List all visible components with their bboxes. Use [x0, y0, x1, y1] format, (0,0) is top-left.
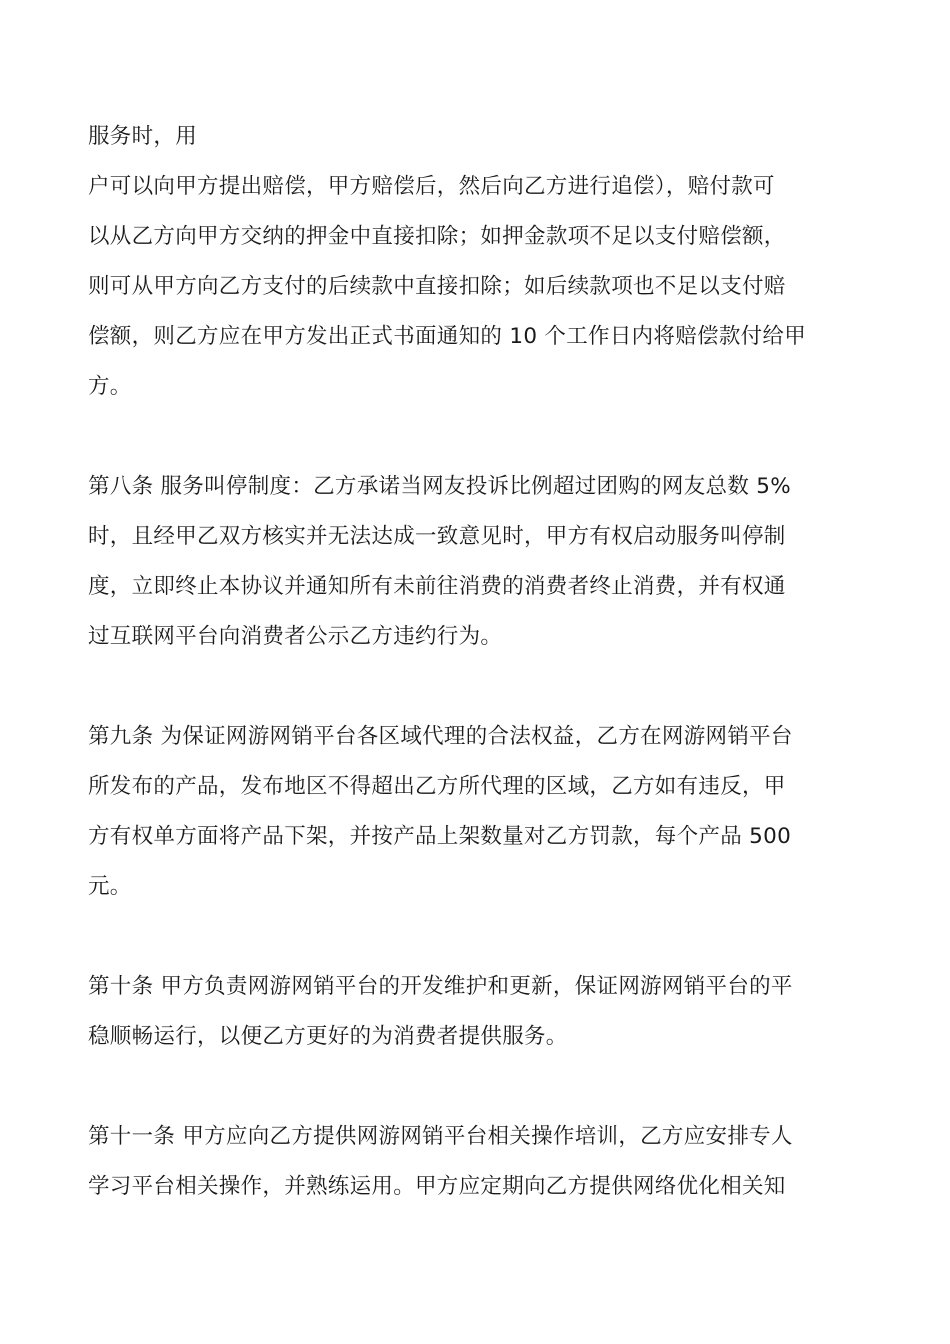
text-line: 户可以向甲方提出赔偿，甲方赔偿后，然后向乙方进行追偿），赔付款可 [88, 174, 775, 199]
article-8 [88, 462, 863, 662]
article-9 [88, 712, 863, 912]
paragraph-gap [88, 662, 863, 712]
text-line: 以从乙方向甲方交纳的押金中直接扣除；如押金款项不足以支付赔偿额， [88, 224, 786, 249]
text-line: 则可从甲方向乙方支付的后续款中直接扣除；如后续款项也不足以支付赔 [88, 274, 786, 299]
text-line: 方。 [88, 374, 132, 399]
text-line: 学习平台相关操作，并熟练运用。甲方应定期向乙方提供网络优化相关知 [88, 1174, 786, 1199]
text-line: 度，立即终止本协议并通知所有未前往消费的消费者终止消费，并有权通 [88, 574, 786, 599]
paragraph-gap [88, 412, 863, 462]
text-line: 第十一条 甲方应向乙方提供网游网销平台相关操作培训，乙方应安排专人 [88, 1124, 793, 1149]
text-line: 方有权单方面将产品下架，并按产品上架数量对乙方罚款，每个产品 500 [88, 824, 792, 849]
paragraph-gap [88, 912, 863, 962]
article-7-tail [88, 162, 863, 412]
text-line: 第九条 为保证网游网销平台各区域代理的合法权益，乙方在网游网销平台 [88, 724, 793, 749]
text-line: 第十条 甲方负责网游网销平台的开发维护和更新，保证网游网销平台的平 [88, 974, 793, 999]
article-10 [88, 962, 863, 1062]
document-page [88, 112, 863, 1212]
text-line: 偿额，则乙方应在甲方发出正式书面通知的 10 个工作日内将赔偿款付给甲 [88, 324, 807, 349]
text-line: 时，且经甲乙双方核实并无法达成一致意见时，甲方有权启动服务叫停制 [88, 524, 786, 549]
article-11 [88, 1112, 863, 1212]
fragment-head [88, 112, 863, 162]
text-line: 第八条 服务叫停制度：乙方承诺当网友投诉比例超过团购的网友总数 5% [88, 474, 791, 499]
text-line: 元。 [88, 874, 132, 899]
text-line: 过互联网平台向消费者公示乙方违约行为。 [88, 624, 503, 649]
text-line: 稳顺畅运行，以便乙方更好的为消费者提供服务。 [88, 1024, 568, 1049]
paragraph-gap [88, 1062, 863, 1112]
text-line: 所发布的产品，发布地区不得超出乙方所代理的区域，乙方如有违反，甲 [88, 774, 786, 799]
text-line: 服务时，用 [88, 124, 198, 149]
